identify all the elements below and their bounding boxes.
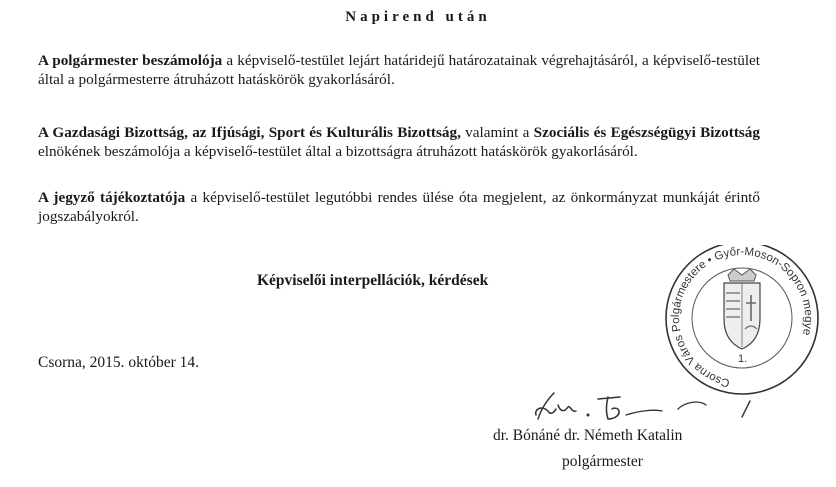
signer-name: dr. Bónáné dr. Németh Katalin <box>493 427 683 444</box>
agenda-item-mayor-report <box>38 52 760 89</box>
interpellation-heading: Képviselői interpellációk, kérdések <box>257 272 489 289</box>
agenda-item-committee-report <box>38 124 760 161</box>
agenda-item-notary-info <box>38 189 760 226</box>
agenda-item-title: A polgármester beszámolója <box>38 52 223 69</box>
coat-of-arms-icon <box>724 269 760 349</box>
handwritten-signature <box>528 385 778 429</box>
official-stamp <box>654 245 830 397</box>
section-heading: Napirend után <box>345 9 491 25</box>
agenda-item-text: valamint a <box>460 124 534 141</box>
agenda-item-text: elnökének beszámolója a képviselő-testület által a bizottságra átruházott hatáskörök gyakorlásáról. <box>38 142 638 160</box>
signer-role: polgármester <box>562 453 643 470</box>
agenda-item-title: A Gazdasági Bizottság, az Ifjúsági, Sport és Kulturális Bizottság, <box>38 124 461 141</box>
place-date: Csorna, 2015. október 14. <box>38 354 200 371</box>
agenda-item-title: A jegyző tájékoztatója <box>38 189 186 206</box>
stamp-number: 1. <box>738 353 748 365</box>
agenda-item-text: a képviselő-testület legutóbbi rendes ülése óta megjelent, az önkormányzat munkáját érintő jogszabályokról. <box>38 189 760 225</box>
stamp-ring-text: Csorna Város Polgármestere • Győr-Moson-Sopron megye <box>669 245 815 389</box>
agenda-item-text: a képviselő-testület lejárt határidejű határozatainak végrehajtásáról, a képviselő-testület által a polgármesterre átruházott hatáskörök gyakorlásáról. <box>38 52 760 88</box>
agenda-item-title: Szociális és Egészségügyi Bizottság <box>533 124 760 141</box>
